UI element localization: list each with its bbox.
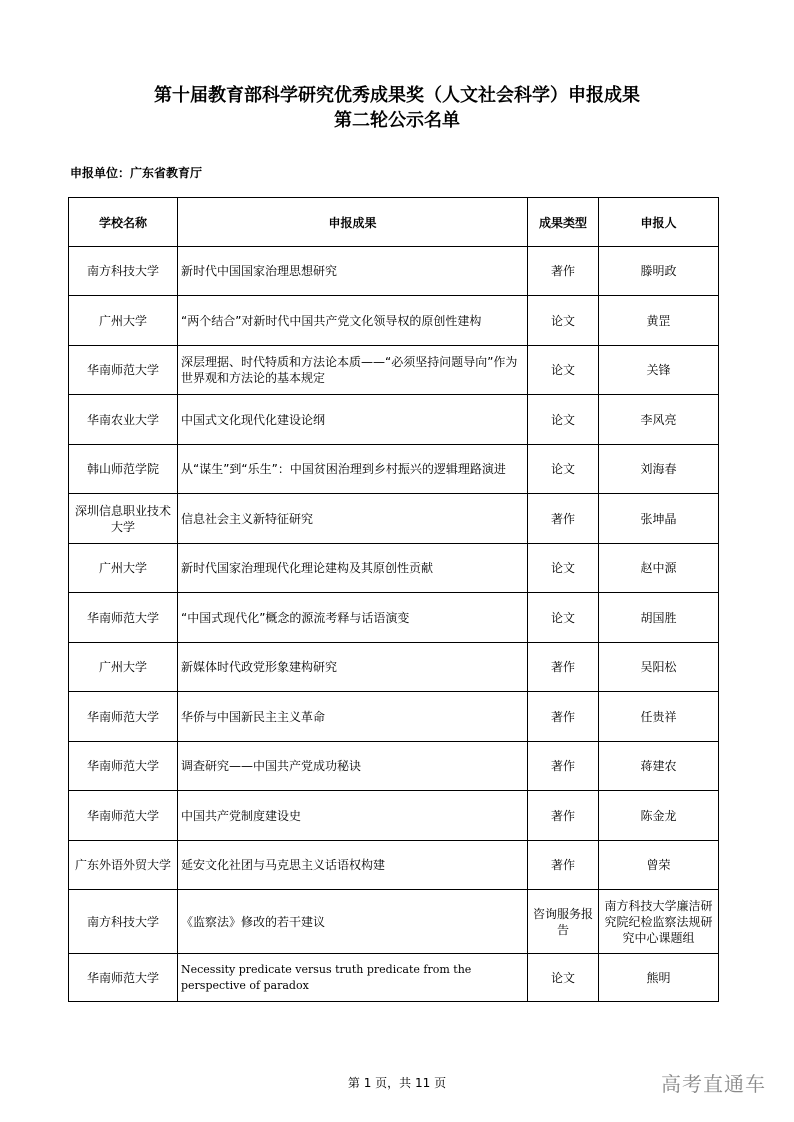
table-row — [69, 954, 719, 1002]
header-result: 申报成果 — [178, 198, 528, 247]
cell-result: “中国式现代化”概念的源流考释与话语演变 — [178, 593, 528, 643]
cell-school: 华南师范大学 — [69, 791, 178, 841]
cell-result: “两个结合”对新时代中国共产党文化领导权的原创性建构 — [178, 296, 528, 346]
cell-applicant: 关锋 — [599, 346, 719, 395]
cell-applicant: 赵中源 — [599, 544, 719, 593]
cell-applicant: 曾荣 — [599, 841, 719, 890]
table-row — [69, 544, 719, 593]
page-title: 第十届教育部科学研究优秀成果奖（人文社会科学）申报成果 — [154, 85, 640, 106]
cell-type: 论文 — [528, 445, 599, 494]
cell-applicant: 任贵祥 — [599, 692, 719, 742]
table-row — [69, 742, 719, 791]
cell-applicant: 张坤晶 — [599, 494, 719, 544]
cell-applicant: 熊明 — [599, 954, 719, 1002]
cell-applicant: 李风亮 — [599, 395, 719, 445]
header-type: 成果类型 — [528, 198, 599, 247]
cell-type: 论文 — [528, 395, 599, 445]
cell-school: 韩山师范学院 — [69, 445, 178, 494]
header-school: 学校名称 — [69, 198, 178, 247]
cell-result: 信息社会主义新特征研究 — [178, 494, 528, 544]
table-row — [69, 643, 719, 692]
cell-school: 广州大学 — [69, 296, 178, 346]
page-subtitle: 第二轮公示名单 — [334, 110, 460, 131]
cell-school: 华南农业大学 — [69, 395, 178, 445]
cell-result: 新时代中国国家治理思想研究 — [178, 247, 528, 296]
cell-applicant: 刘海春 — [599, 445, 719, 494]
table-row — [69, 296, 719, 346]
table-row — [69, 791, 719, 841]
table-row — [69, 445, 719, 494]
cell-type: 论文 — [528, 544, 599, 593]
cell-school: 广州大学 — [69, 544, 178, 593]
cell-result: 新媒体时代政党形象建构研究 — [178, 643, 528, 692]
cell-type: 论文 — [528, 296, 599, 346]
cell-type: 论文 — [528, 954, 599, 1002]
cell-type: 著作 — [528, 791, 599, 841]
cell-result: 从“谋生”到“乐生”：中国贫困治理到乡村振兴的逻辑理路演进 — [178, 445, 528, 494]
cell-school: 华南师范大学 — [69, 346, 178, 395]
cell-result: Necessity predicate versus truth predicate from the perspective of paradox — [178, 954, 528, 1002]
cell-type: 咨询服务报告 — [528, 890, 599, 954]
table-row — [69, 841, 719, 890]
cell-result: 深层理据、时代特质和方法论本质——“必须坚持问题导向”作为世界观和方法论的基本规定 — [178, 346, 528, 395]
cell-applicant: 陈金龙 — [599, 791, 719, 841]
cell-type: 著作 — [528, 692, 599, 742]
table-row — [69, 494, 719, 544]
watermark: 高考直通车 — [661, 1072, 766, 1096]
cell-applicant: 蒋建农 — [599, 742, 719, 791]
cell-school: 南方科技大学 — [69, 890, 178, 954]
cell-school: 华南师范大学 — [69, 593, 178, 643]
table-header-row — [69, 198, 719, 247]
table-row — [69, 890, 719, 954]
cell-applicant: 胡国胜 — [599, 593, 719, 643]
cell-result: 中国式文化现代化建设论纲 — [178, 395, 528, 445]
cell-type: 著作 — [528, 247, 599, 296]
cell-school: 南方科技大学 — [69, 247, 178, 296]
table-row — [69, 247, 719, 296]
cell-school: 深圳信息职业技术大学 — [69, 494, 178, 544]
cell-type: 论文 — [528, 593, 599, 643]
cell-result: 《监察法》修改的若干建议 — [178, 890, 528, 954]
reporting-unit: 申报单位：广东省教育厅 — [70, 166, 203, 180]
cell-result: 延安文化社团与马克思主义话语权构建 — [178, 841, 528, 890]
cell-result: 调查研究——中国共产党成功秘诀 — [178, 742, 528, 791]
cell-result: 新时代国家治理现代化理论建构及其原创性贡献 — [178, 544, 528, 593]
results-table — [68, 197, 719, 1002]
cell-applicant: 滕明政 — [599, 247, 719, 296]
cell-type: 论文 — [528, 346, 599, 395]
cell-school: 华南师范大学 — [69, 954, 178, 1002]
cell-school: 华南师范大学 — [69, 742, 178, 791]
table-row — [69, 692, 719, 742]
table-row — [69, 346, 719, 395]
cell-result: 中国共产党制度建设史 — [178, 791, 528, 841]
cell-school: 广东外语外贸大学 — [69, 841, 178, 890]
cell-applicant: 南方科技大学廉洁研究院纪检监察法规研究中心课题组 — [599, 890, 719, 954]
cell-type: 著作 — [528, 841, 599, 890]
cell-result: 华侨与中国新民主主义革命 — [178, 692, 528, 742]
cell-school: 华南师范大学 — [69, 692, 178, 742]
cell-type: 著作 — [528, 643, 599, 692]
table-row — [69, 593, 719, 643]
cell-type: 著作 — [528, 742, 599, 791]
cell-applicant: 吴阳松 — [599, 643, 719, 692]
cell-type: 著作 — [528, 494, 599, 544]
cell-school: 广州大学 — [69, 643, 178, 692]
page-number: 第 1 页，共 11 页 — [347, 1076, 447, 1090]
cell-applicant: 黄罡 — [599, 296, 719, 346]
table-row — [69, 395, 719, 445]
header-applicant: 申报人 — [599, 198, 719, 247]
